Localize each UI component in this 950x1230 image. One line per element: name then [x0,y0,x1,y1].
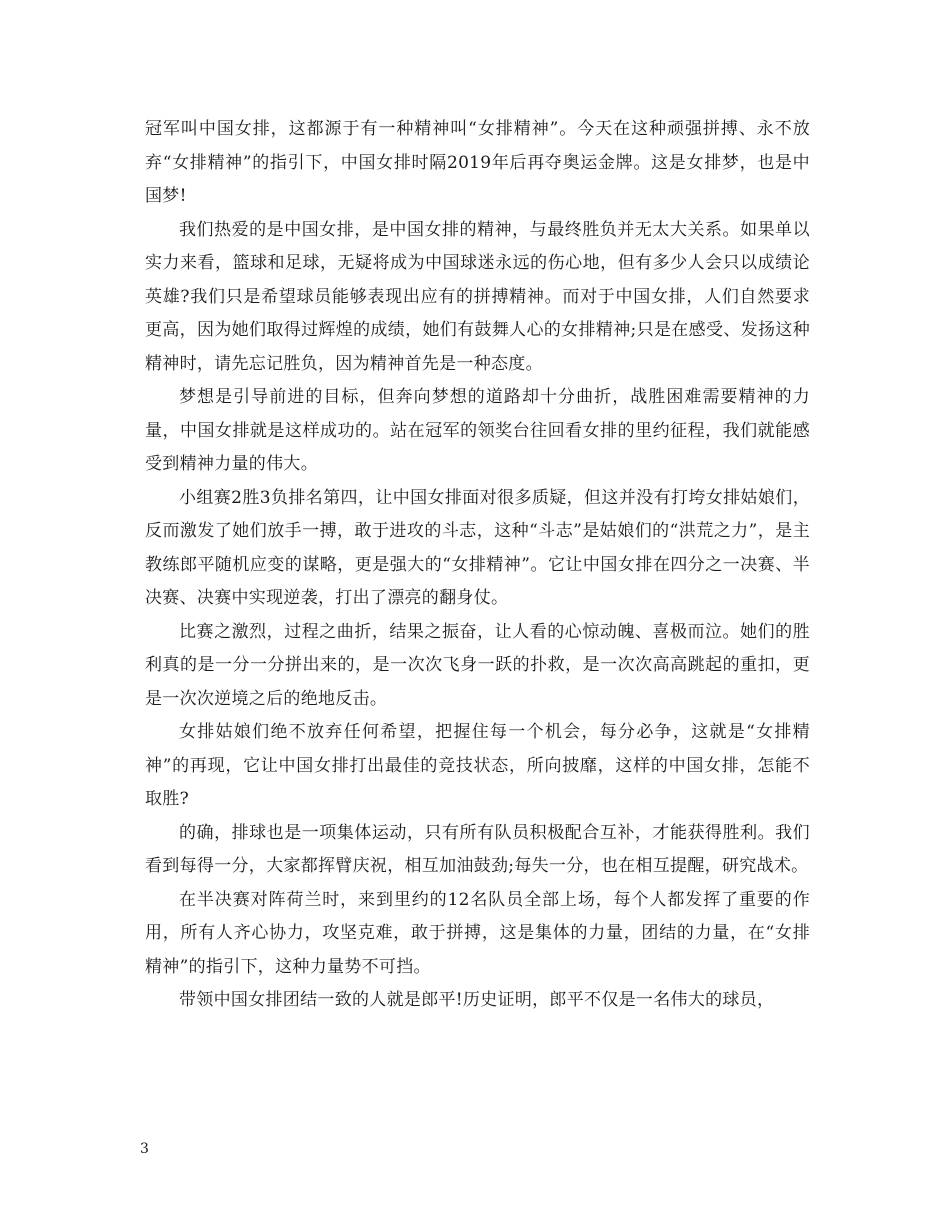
paragraph-8: 在半决赛对阵荷兰时，来到里约的12名队员全部上场，每个人都发挥了重要的作用，所有人齐心协力，攻坚克难，敢于拼搏，这是集体的力量，团结的力量，在“女排精神”的指引下，这种力量势不可挡。 [145,889,810,977]
paragraph-1: 冠军叫中国女排，这都源于有一种精神叫“女排精神”。今天在这种顽强拼搏、永不放弃“女排精神”的指引下，中国女排时隔2019年后再夺奥运金牌。这是女排梦，也是中国梦! [145,119,810,206]
paragraph-3: 梦想是引导前进的目标，但奔向梦想的道路却十分曲折，战胜困难需要精神的力量，中国女排就是这样成功的。站在冠军的领奖台往回看女排的里约征程，我们就能感受到精神力量的伟大。 [145,387,810,474]
paragraph-2: 我们热爱的是中国女排，是中国女排的精神，与最终胜负并无太大关系。如果单以实力来看，篮球和足球，无疑将成为中国球迷永远的伤心地，但有多少人会只以成绩论英雄?我们只是希望球员能够表现出应有的拼搏精神。而对于中国女排，人们自然要求更高，因为她们取得过辉煌的成绩，她们有鼓舞人心的女排精神;只是在感受、发扬这种精神时，请先忘记胜负，因为精神首先是一种态度。 [145,219,810,374]
paragraph-7: 的确，排球也是一项集体运动，只有所有队员积极配合互补，才能获得胜利。我们看到每得一分，大家都挥臂庆祝，相互加油鼓劲;每失一分，也在相互提醒，研究战术。 [145,822,810,876]
paragraph-9: 带领中国女排团结一致的人就是郎平!历史证明，郎平不仅是一名伟大的球员， [179,990,775,1010]
paragraph-5: 比赛之激烈，过程之曲折，结果之振奋，让人看的心惊动魄、喜极而泣。她们的胜利真的是一分一分拼出来的，是一次次飞身一跃的扑救，是一次次高高跳起的重扣，更是一次次逆境之后的绝地反击。 [145,621,810,709]
page-number: 3 [140,1141,149,1157]
document-body [145,113,810,1018]
paragraph-4: 小组赛2胜3负排名第四，让中国女排面对很多质疑，但这并没有打垮女排姑娘们，反而激发了她们放手一搏，敢于进攻的斗志，这种“斗志”是姑娘们的“洪荒之力”，是主教练郎平随机应变的谋略，更是强大的“女排精神”。它让中国女排在四分之一决赛、半决赛、决赛中实现逆袭，打出了漂亮的翻身仗。 [145,487,810,608]
paragraph-6: 女排姑娘们绝不放弃任何希望，把握住每一个机会，每分必争，这就是“女排精神”的再现，它让中国女排打出最佳的竞技状态，所向披靡，这样的中国女排，怎能不取胜? [145,722,810,809]
